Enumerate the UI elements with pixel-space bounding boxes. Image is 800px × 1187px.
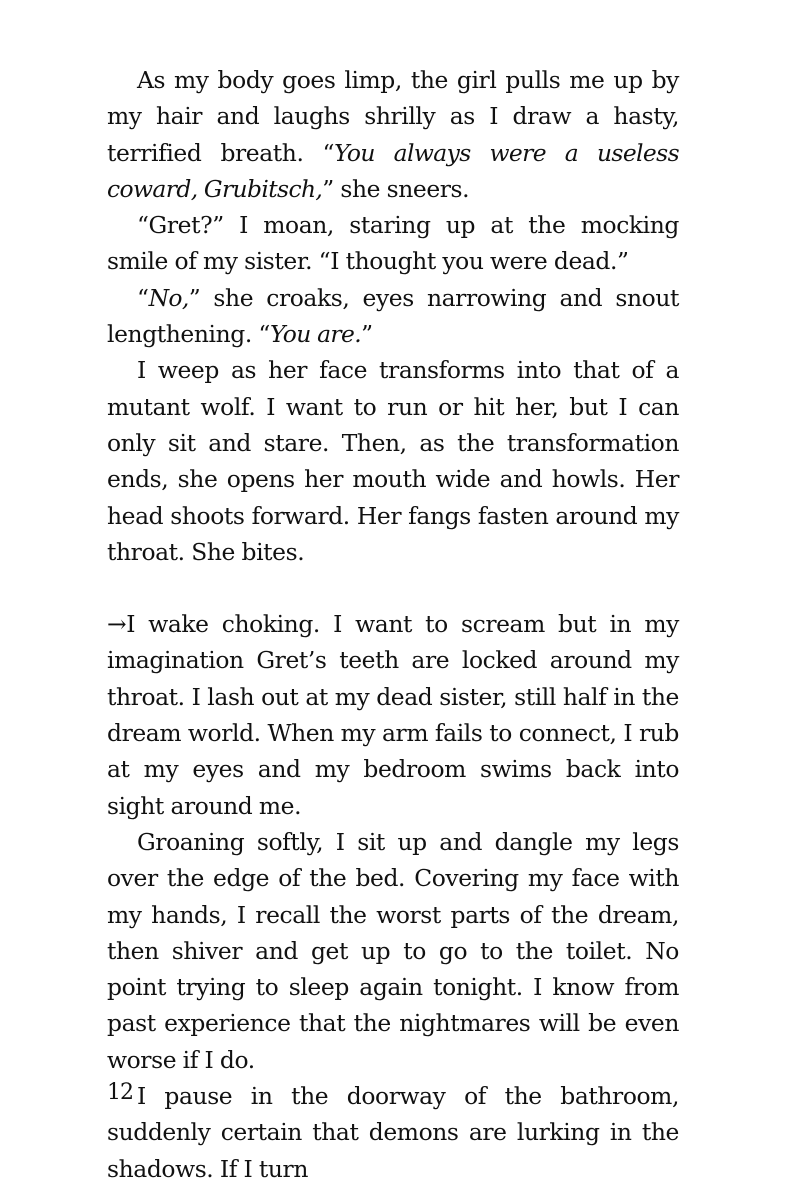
text-run: ” xyxy=(361,320,373,349)
text-run: As my body goes limp, the girl pulls me up by my hair and laughs shrilly as I draw a hasty, terrified breath. “ xyxy=(107,66,679,167)
text-run: I weep as her face transforms into that of a mutant wolf. I want to run or hit her, but I can only sit and stare. Then, as the transformation ends, she opens her mouth wide and howls. Her head shoots forward. Her fangs fasten around my throat. She bites. xyxy=(107,356,679,566)
paragraph xyxy=(107,280,679,353)
text-run: “ xyxy=(137,283,149,312)
text-run: “Gret?” I moan, staring up at the mocking smile of my sister. “I thought you were dead.” xyxy=(107,211,679,276)
paragraph xyxy=(107,1078,679,1187)
text-run: ” she sneers. xyxy=(322,174,470,203)
text-run: I pause in the doorway of the bathroom, suddenly certain that demons are lurking in the shadows. If I turn xyxy=(107,1082,679,1183)
text-run: →I wake choking. I want to scream but in my imagination Gret’s teeth are locked around my throat. I lash out at my dead sister, still half in the dream world. When my arm fails to connect, I rub at my eyes and my bedroom swims back into sight around me. xyxy=(107,610,679,820)
paragraph xyxy=(107,824,679,1078)
book-page-body xyxy=(107,62,679,1187)
page-number: 12 xyxy=(107,1080,133,1105)
italic-text: No, xyxy=(148,283,189,312)
paragraph xyxy=(107,606,679,824)
italic-text: You are. xyxy=(269,320,362,349)
paragraph xyxy=(107,207,679,280)
paragraph xyxy=(107,352,679,570)
text-run: Groaning softly, I sit up and dangle my legs over the edge of the bed. Covering my face with my hands, I recall the worst parts of the dream, then shiver and get up to go to the toilet. No point trying to sleep again tonight. I know from past experience that the nightmares will be even worse if I do. xyxy=(107,827,679,1074)
paragraph xyxy=(107,62,679,207)
text-run: ” she croaks, eyes narrowing and snout lengthening. “ xyxy=(107,283,679,349)
italic-text: You always were a useless coward, Grubitsch, xyxy=(107,138,679,203)
